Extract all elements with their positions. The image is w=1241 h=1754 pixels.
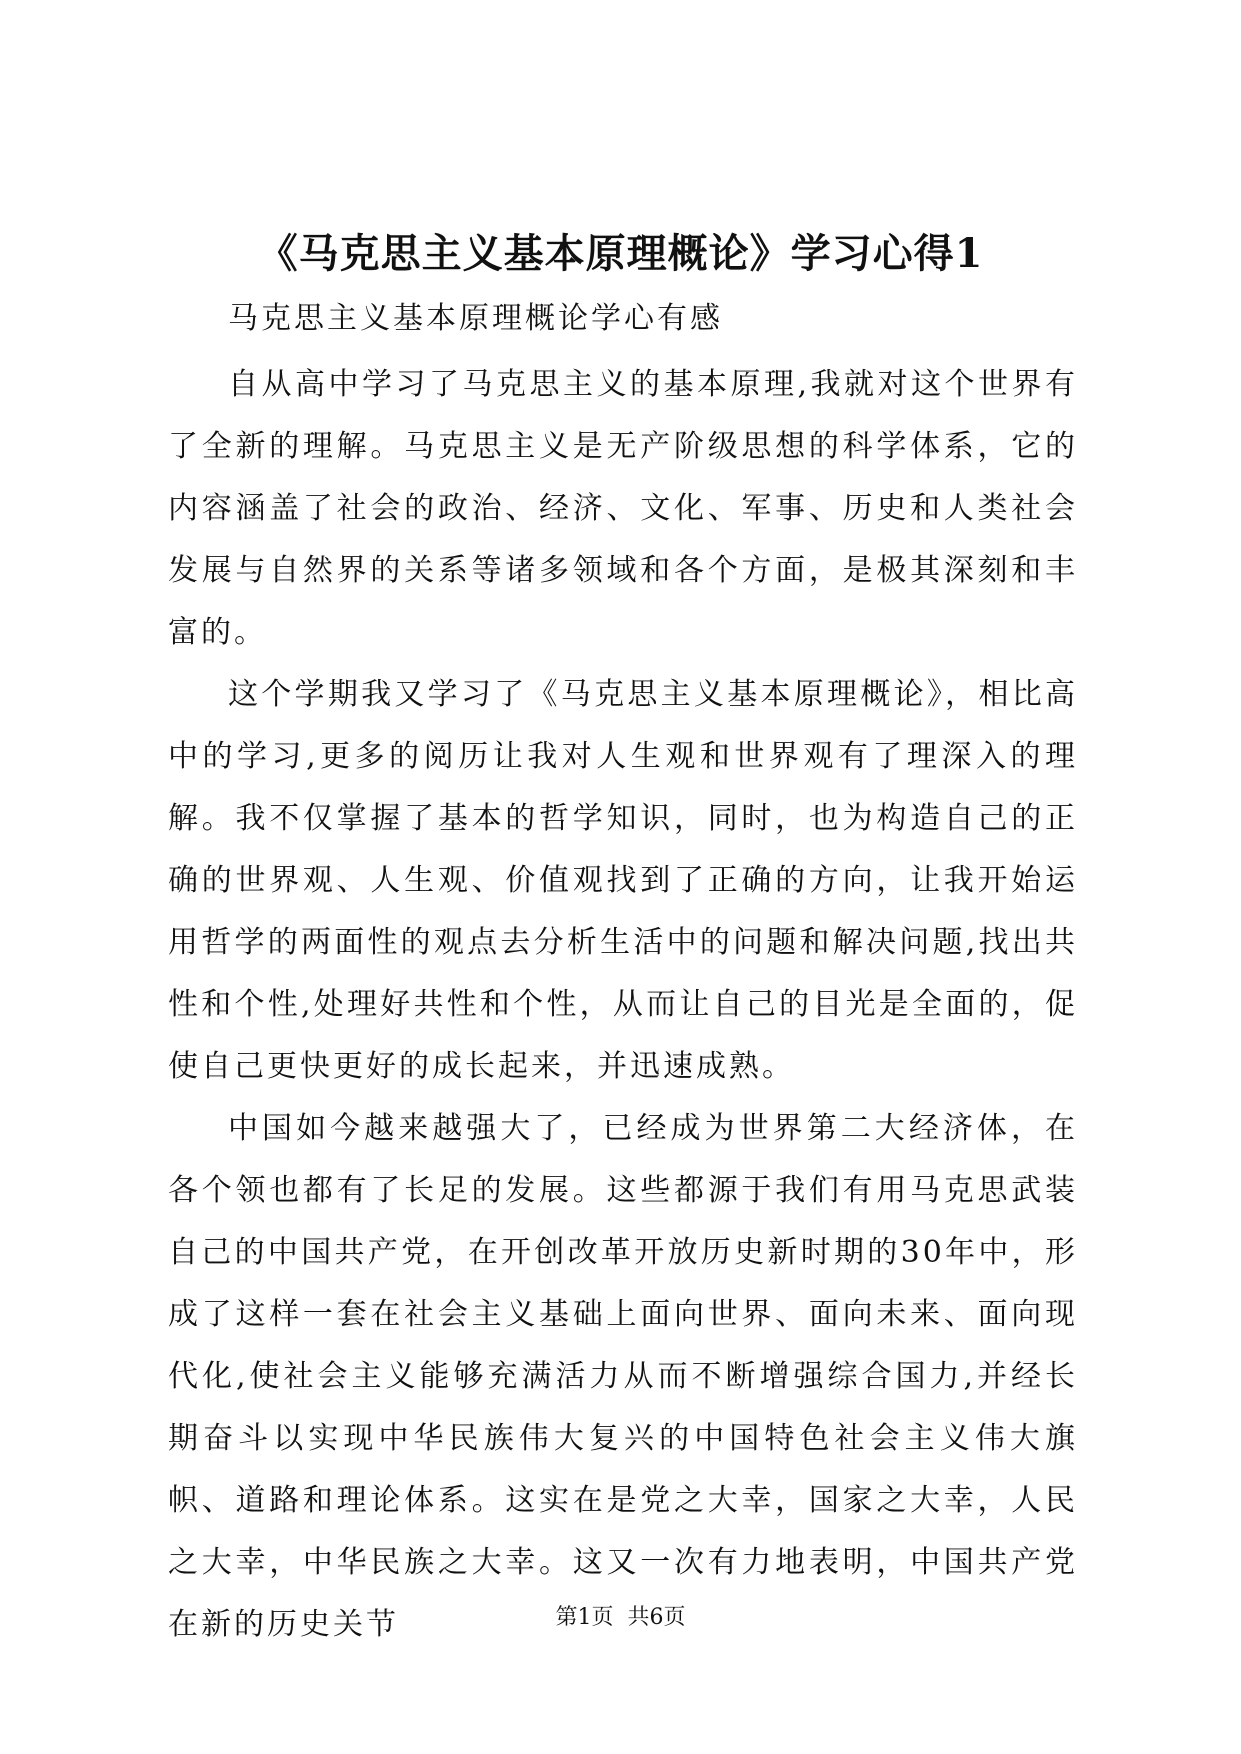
document-body <box>168 296 1078 1656</box>
page-total: 共6页 <box>627 1605 686 1630</box>
paragraph-2: 这个学期我又学习了《马克思主义基本原理概论》，相比高中的学习,更多的阅历让我对人生观和世界观有了理深入的理解。我不仅掌握了基本的哲学知识，同时，也为构造自己的正确的世界观、人生观、价值观找到了正确的方向，让我开始运用哲学的两面性的观点去分析生活中的问题和解决问题,找出共性和个性,处理好共性和个性，从而让自己的目光是全面的，促使自己更快更好的成长起来，并迅速成熟。 <box>168 677 1078 1084</box>
page-number: 第1页 <box>555 1605 614 1630</box>
document-title: 《马克思主义基本原理概论》学习心得1 <box>257 230 984 277</box>
page-footer <box>0 1603 1241 1633</box>
paragraph-1: 自从高中学习了马克思主义的基本原理,我就对这个世界有了全新的理解。马克思主义是无产阶级思想的科学体系，它的内容涵盖了社会的政治、经济、文化、军事、历史和人类社会发展与自然界的关系等诸多领域和各个方面，是极其深刻和丰富的。 <box>168 367 1078 650</box>
document-subtitle: 马克思主义基本原理概论学心有感 <box>228 301 723 336</box>
paragraph-3: 中国如今越来越强大了，已经成为世界第二大经济体，在各个领也都有了长足的发展。这些都源于我们有用马克思武装自己的中国共产党，在开创改革开放历史新时期的30年中，形成了这样一套在社会主义基础上面向世界、面向未来、面向现代化,使社会主义能够充满活力从而不断增强综合国力,并经长期奋斗以实现中华民族伟大复兴的中国特色社会主义伟大旗帜、道路和理论体系。这实在是党之大幸，国家之大幸，人民之大幸，中华民族之大幸。这又一次有力地表明，中国共产党在新的历史关节 <box>168 1111 1078 1642</box>
